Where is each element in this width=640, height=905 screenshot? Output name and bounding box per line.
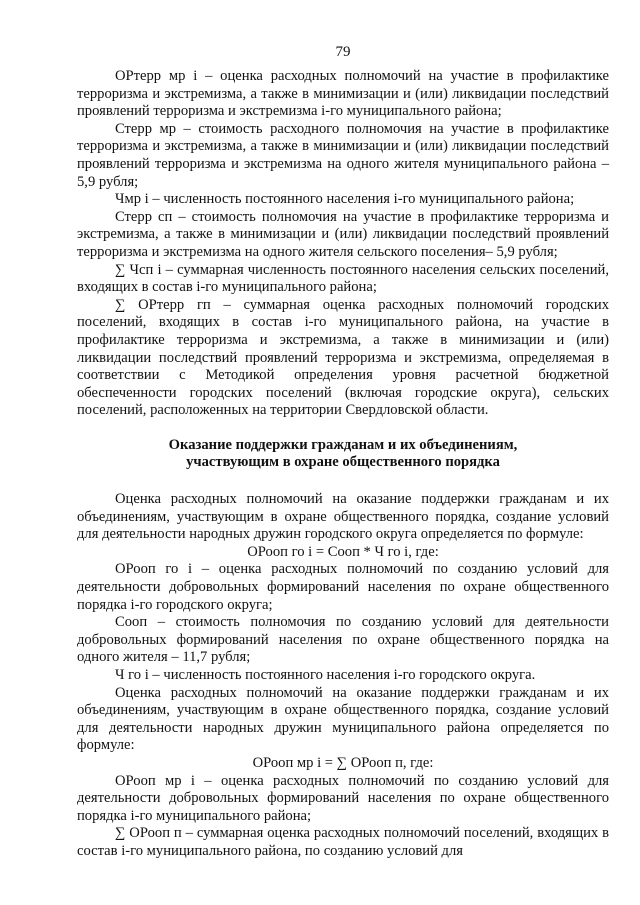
- definition-chmr: Чмр i – численность постоянного населения i-го муниципального района;: [115, 191, 575, 208]
- section-heading-line-2: участвующим в охране общественного порядка: [186, 454, 500, 471]
- definition-orooop-mr: ОРооп мр i – оценка расходных полномочий по созданию условий для деятельности добровольных формирований населения по охране общественного порядка i-го муниципального района;: [77, 772, 609, 824]
- formula-city-district: ОРооп го i = Cооп * Ч го i, где:: [247, 543, 439, 560]
- definition-sum-orooop-p: ∑ ОРооп п – суммарная оценка расходных полномочий поселений, входящих в состав i-го муниципального района, по созданию условий для: [77, 825, 609, 859]
- definition-sum-chsp: ∑ Чсп i – суммарная численность постоянного населения сельских поселений, входящих в состав i-го муниципального района;: [77, 261, 609, 296]
- definition-ch-go: Ч го i – численность постоянного населения i-го городского округа.: [115, 667, 536, 683]
- intro-municipal-district: Оценка расходных полномочий на оказание поддержки гражданам и их объединениям, участвующим в охране общественного порядка, создание условий для деятельности народных дружин муниципального района определяется по формуле:: [77, 684, 609, 754]
- page-number: 79: [335, 44, 351, 60]
- definition-orterr-mr: ОРтерр мр i – оценка расходных полномочий на участие в профилактике терроризма и экстремизма, а также в минимизации и (или) ликвидации последствий проявлений терроризма и экстремизма i-го муниципального района;: [77, 68, 609, 120]
- formula-municipal-district: ОРооп мр i = ∑ ОРооп п, где:: [252, 754, 434, 771]
- definition-cooop: Cооп – стоимость полномочия по созданию условий для деятельности добровольных формирований населения по охране общественного порядка на одного жителя – 11,7 рубля;: [77, 614, 609, 666]
- definition-sum-orterr-gp: ∑ ОРтерр гп – суммарная оценка расходных полномочий городских поселений, входящих в состав i-го муниципального района, на участие в профилактике терроризма и экстремизма, а также в минимизации и (или) ликвидации последствий проявлений терроризма и экстремизма, определяемая в соответствии с Методикой определения уровня расчетной бюджетной обеспеченности городских поселений (включая городские округа), сельских поселений, расположенных на территории Свердловской области.: [77, 296, 609, 419]
- definition-sterr-sp: Стерр сп – стоимость полномочия на участие в профилактике терроризма и экстремизма, а также в минимизации и (или) ликвидации последствий проявлений терроризма и экстремизма на одного жителя сельского поселения– 5,9 рубля;: [77, 208, 609, 260]
- section-heading-line-1: Оказание поддержки гражданам и их объединениям,: [168, 436, 518, 453]
- section-heading: [77, 437, 609, 472]
- intro-city-district: Оценка расходных полномочий на оказание поддержки гражданам и их объединениям, участвующим в охране общественного порядка, создание условий для деятельности народных дружин городского округа определяется по формуле:: [77, 491, 609, 543]
- definition-orooop-go: ОРооп го i – оценка расходных полномочий по созданию условий для деятельности добровольных формирований населения по охране общественного порядка i-го городского округа;: [77, 561, 609, 613]
- definition-sterr-mr: Стерр мр – стоимость расходного полномочия на участие в профилактике терроризма и экстремизма, а также в минимизации и (или) ликвидации последствий проявлений терроризма и экстремизма на одного жителя муниципального района – 5,9 рубля;: [77, 120, 609, 190]
- section-gap: [77, 472, 609, 491]
- section-gap: [77, 420, 609, 437]
